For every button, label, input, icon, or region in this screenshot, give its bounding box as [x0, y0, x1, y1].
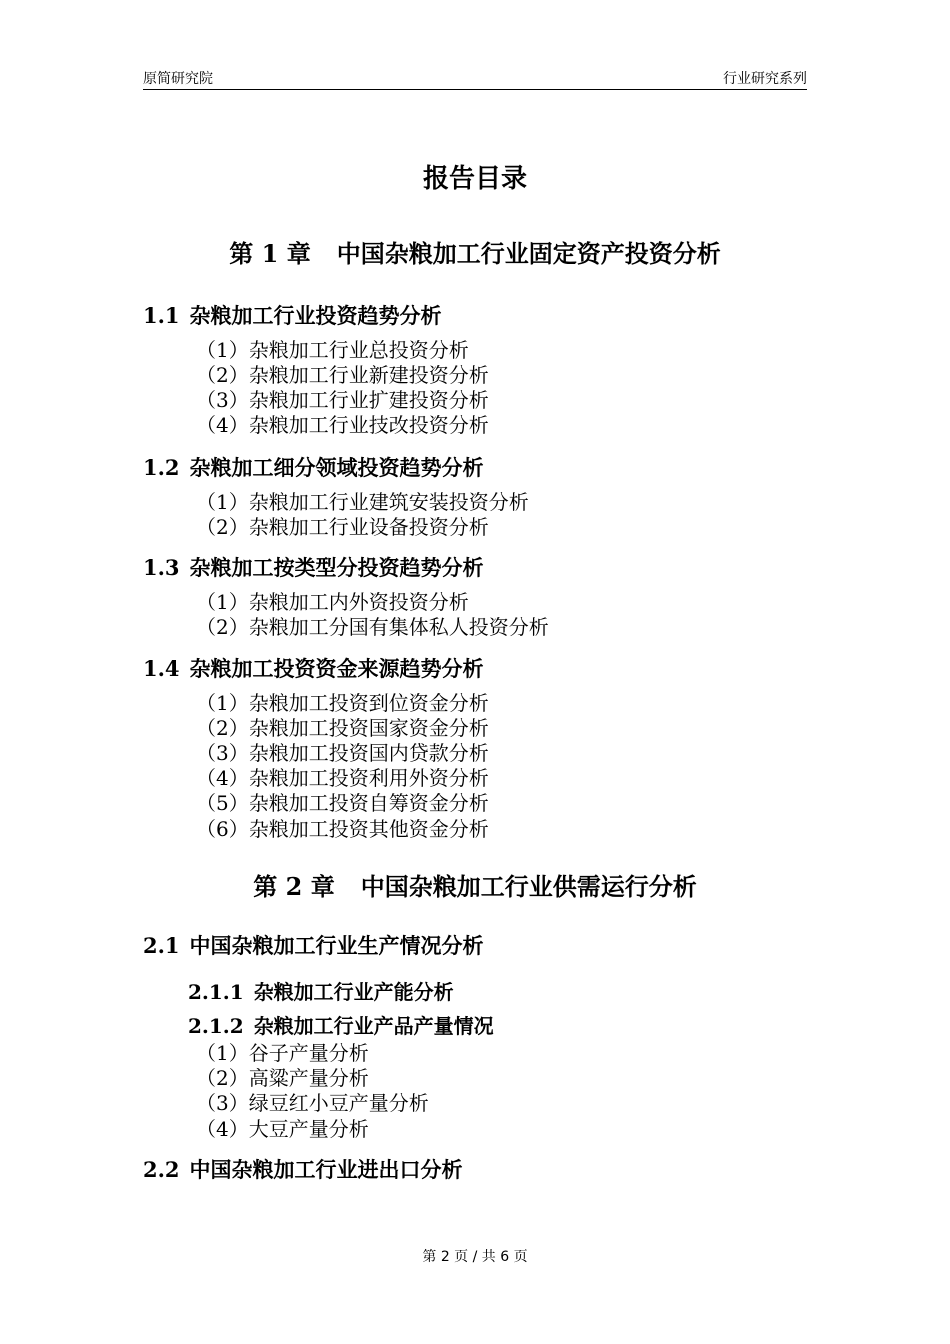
list-item: （4）大豆产量分析: [196, 1117, 369, 1141]
list-item: （2）杂粮加工投资国家资金分析: [196, 716, 489, 740]
subsection-title: 杂粮加工行业产能分析: [253, 980, 454, 1004]
header-org: 原简研究院: [143, 71, 213, 87]
section-number: 1.2: [143, 455, 180, 480]
section-1-2-heading: [143, 452, 484, 482]
list-item: （1）杂粮加工投资到位资金分析: [196, 691, 489, 715]
list-item: （1）杂粮加工内外资投资分析: [196, 590, 469, 614]
chapter-1-number: 第 1 章: [229, 239, 311, 268]
subsection-number: 2.1.2: [188, 1014, 244, 1038]
section-title: 杂粮加工行业投资趋势分析: [189, 303, 442, 328]
section-number: 2.2: [143, 1157, 180, 1182]
chapter-1-heading: [0, 234, 950, 269]
list-item: （2）杂粮加工行业新建投资分析: [196, 363, 489, 387]
list-item: （2）杂粮加工行业设备投资分析: [196, 515, 489, 539]
subsection-number: 2.1.1: [188, 980, 244, 1004]
section-title: 杂粮加工细分领域投资趋势分析: [189, 455, 484, 480]
chapter-2-title: 中国杂粮加工行业供需运行分析: [360, 872, 697, 901]
list-item: （5）杂粮加工投资自筹资金分析: [196, 791, 489, 815]
subsection-2-1-1-heading: [188, 976, 454, 1005]
section-title: 中国杂粮加工行业生产情况分析: [189, 933, 484, 958]
header-divider: [143, 89, 807, 90]
section-title: 中国杂粮加工行业进出口分析: [189, 1157, 463, 1182]
list-item: （1）谷子产量分析: [196, 1041, 369, 1065]
section-title: 杂粮加工按类型分投资趋势分析: [189, 555, 484, 580]
subsection-2-1-2-heading: [188, 1010, 494, 1039]
list-item: （6）杂粮加工投资其他资金分析: [196, 817, 489, 841]
list-item: （3）杂粮加工行业扩建投资分析: [196, 388, 489, 412]
section-1-3-heading: [143, 552, 484, 582]
header-series: 行业研究系列: [723, 71, 807, 87]
section-1-4-heading: [143, 653, 484, 683]
list-item: （1）杂粮加工行业总投资分析: [196, 338, 469, 362]
chapter-2-number: 第 2 章: [253, 872, 335, 901]
chapter-1-title: 中国杂粮加工行业固定资产投资分析: [336, 239, 721, 268]
chapter-2-heading: [0, 867, 950, 902]
section-2-2-heading: [143, 1154, 463, 1184]
section-1-1-heading: [143, 300, 442, 330]
list-item: （2）高粱产量分析: [196, 1066, 369, 1090]
section-number: 1.1: [143, 303, 180, 328]
page-title: 报告目录: [422, 164, 527, 194]
list-item: （1）杂粮加工行业建筑安装投资分析: [196, 490, 529, 514]
list-item: （4）杂粮加工投资利用外资分析: [196, 766, 489, 790]
list-item: （3）绿豆红小豆产量分析: [196, 1091, 429, 1115]
section-number: 1.4: [143, 656, 180, 681]
section-number: 1.3: [143, 555, 180, 580]
section-title: 杂粮加工投资资金来源趋势分析: [189, 656, 484, 681]
subsection-title: 杂粮加工行业产品产量情况: [253, 1014, 494, 1038]
list-item: （3）杂粮加工投资国内贷款分析: [196, 741, 489, 765]
section-number: 2.1: [143, 933, 180, 958]
list-item: （2）杂粮加工分国有集体私人投资分析: [196, 615, 549, 639]
page-number-footer: 第 2 页 / 共 6 页: [422, 1249, 528, 1265]
list-item: （4）杂粮加工行业技改投资分析: [196, 413, 489, 437]
section-2-1-heading: [143, 930, 484, 960]
